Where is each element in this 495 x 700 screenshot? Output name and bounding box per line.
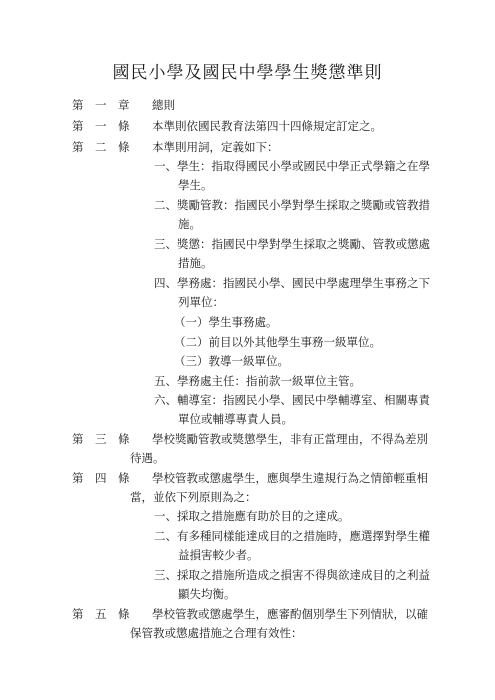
article-label: 第 二 條 [72,140,130,154]
article-label: 第 一 條 [72,119,130,133]
sub-item: （一）學生事務處。 [174,315,278,329]
document-title: 國民小學及國民中學學生獎懲準則 [112,63,383,83]
article-text-cont: 待遇。 [130,451,165,465]
article-label: 第 五 條 [72,607,130,621]
definition-item-cont: 單位或輔導專責人員。 [178,412,293,426]
sub-item: （三）教導一級單位。 [174,354,289,368]
article-label: 第 四 條 [72,471,130,485]
definition-item: 五、學務處主任：指前款一級單位主管。 [154,374,361,388]
article-text-cont: 當，並依下列原則為之： [130,490,257,504]
chapter-label: 第 一 章 [72,98,130,112]
principle-item-cont: 益損害較少者。 [178,548,259,562]
definition-item: 四、學務處：指國民小學、國民中學處理學生事務之下 [154,276,430,290]
article-text: 學校管教或懲處學生，應審酌個別學生下列情狀，以確 [152,607,428,621]
sub-item: （二）前目以外其他學生事務一級單位。 [174,335,381,349]
definition-item-cont: 學生。 [178,178,213,192]
principle-item: 一、採取之措施應有助於目的之達成。 [154,509,350,523]
definition-item: 一、學生：指取得國民小學或國民中學正式學籍之在學 [154,159,430,173]
definition-item-cont: 措施。 [178,256,213,270]
chapter-title: 總則 [152,98,175,112]
article-text: 學校管教或懲處學生，應與學生違規行為之情節輕重相 [152,471,428,485]
article-text-cont: 保管教或懲處措施之合理有效性： [130,626,303,640]
definition-item: 六、輔導室：指國民小學、國民中學輔導室、相關專責 [154,393,430,407]
article-label: 第 三 條 [72,432,130,446]
article-text: 學校獎勵管教或獎懲學生，非有正當理由，不得為差別 [152,432,428,446]
definition-item-cont: 列單位： [178,295,224,309]
principle-item: 三、採取之措施所造成之損害不得與欲達成目的之利益 [154,568,430,582]
principle-item: 二、有多種同樣能達成目的之措施時，應選擇對學生權 [154,529,430,543]
principle-item-cont: 顯失均衡。 [178,587,236,601]
definition-item: 三、獎懲：指國民中學對學生採取之獎勵、管教或懲處 [154,237,430,251]
article-text: 本準則依國民教育法第四十四條規定訂定之。 [152,119,382,133]
definition-item-cont: 施。 [178,217,201,231]
definition-item: 二、獎勵管教：指國民小學對學生採取之獎勵或管教措 [154,198,430,212]
article-text: 本準則用詞，定義如下： [152,140,279,154]
